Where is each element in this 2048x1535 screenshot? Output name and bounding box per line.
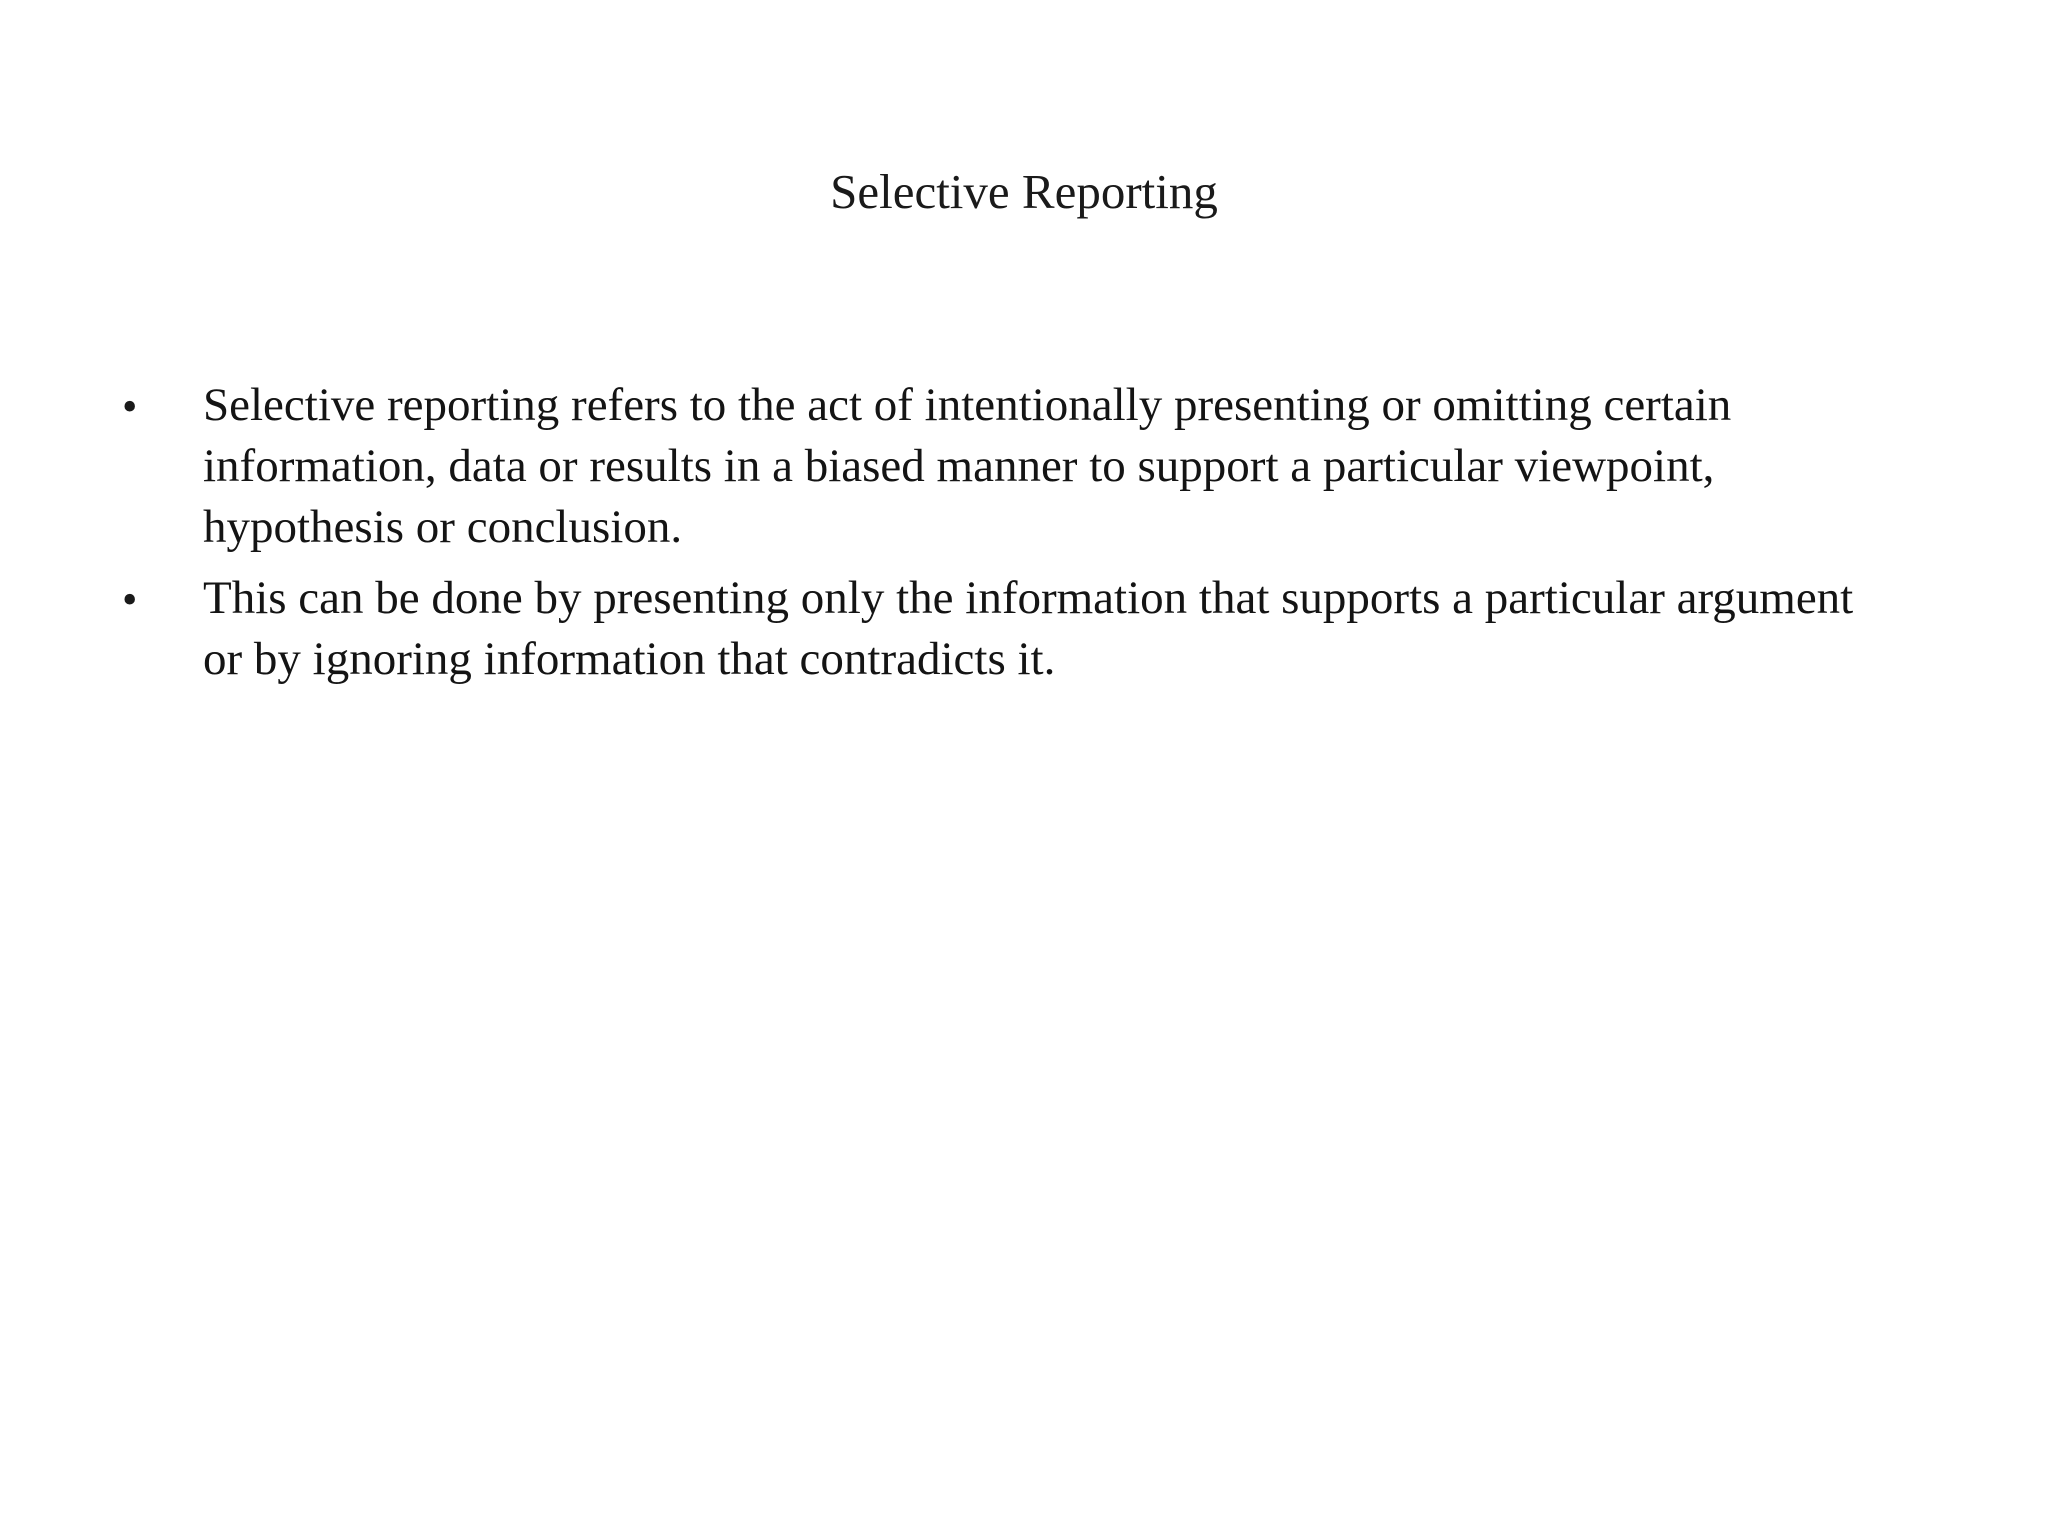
- bullet-item: [0, 568, 2048, 690]
- bullet-item: [0, 375, 2048, 558]
- bullet-marker: •: [122, 382, 138, 431]
- bullet-marker: •: [122, 575, 138, 624]
- bullet-text: This can be done by presenting only the information that supports a particular argument or by ignoring information that contradicts it.: [203, 572, 1854, 685]
- bullet-list: [0, 375, 2048, 700]
- bullet-text: Selective reporting refers to the act of intentionally presenting or omitting certain information, data or results in a biased manner to support a particular viewpoint, hypothesis or conclusion.: [203, 379, 1732, 553]
- slide-title: Selective Reporting: [830, 164, 1218, 219]
